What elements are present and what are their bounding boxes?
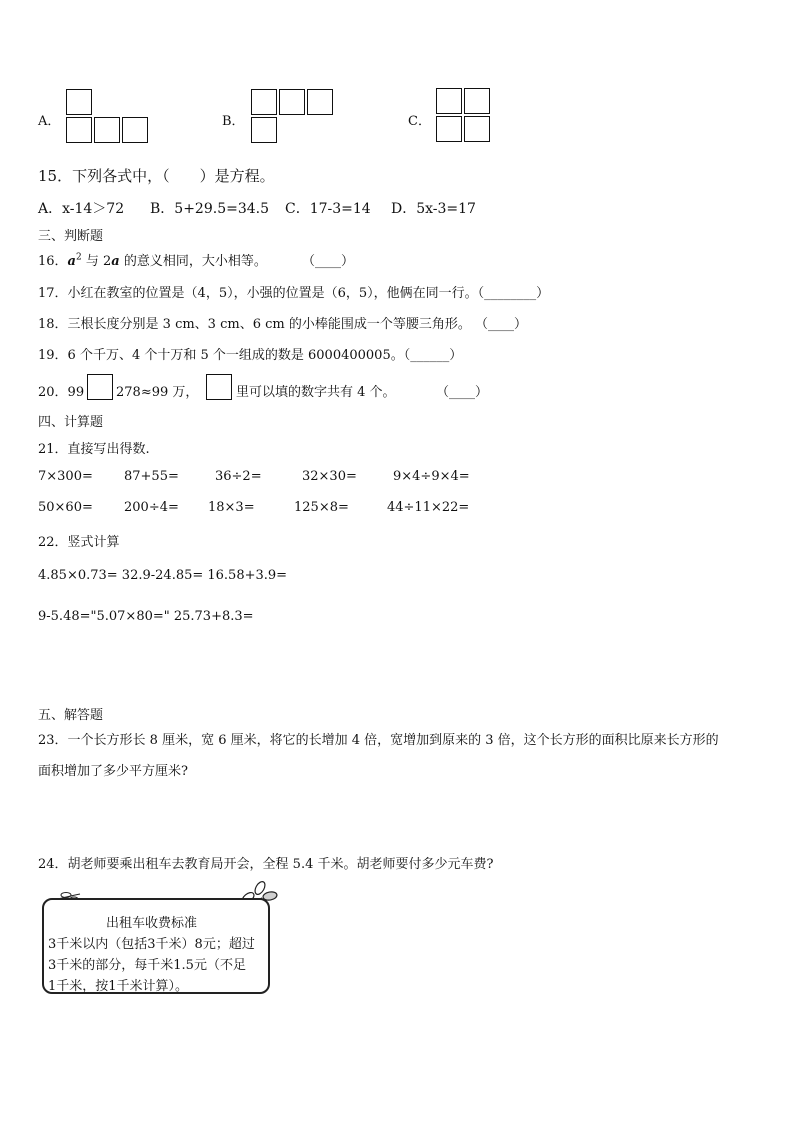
- q16-mid: 与 2: [81, 254, 112, 269]
- q15-option-c: C．17-3=14: [285, 201, 371, 217]
- q20-fill-box-2[interactable]: [206, 374, 232, 400]
- q21-item: 125×8=: [294, 500, 349, 515]
- q20-fill-box-1[interactable]: [87, 374, 113, 400]
- q14-option-b-figure: [251, 89, 337, 145]
- q22-stem: 22．竖式计算: [38, 535, 120, 550]
- q14-option-c-figure: [436, 88, 494, 144]
- q21-item: 87+55=: [124, 469, 179, 484]
- q22-line-2: 9-5.48="5.07×80=" 25.73+8.3=: [38, 609, 254, 624]
- q15-option-d: D．5x-3=17: [391, 201, 476, 217]
- q21-item: 200÷4=: [124, 500, 179, 515]
- q16-line: [38, 250, 267, 269]
- q21-item: 32×30=: [302, 469, 357, 484]
- taxi-fare-card: [42, 898, 270, 994]
- q18-text: 18．三根长度分别是 3 cm、3 cm、6 cm 的小棒能围成一个等腰三角形。 （____）: [38, 317, 527, 332]
- taxi-card-line-2: 3千米的部分，每千米1.5元（不足: [48, 958, 246, 973]
- q16-rest: 的意义相同，大小相等。: [119, 254, 267, 269]
- q21-item: 36÷2=: [215, 469, 262, 484]
- q21-item: 50×60=: [38, 500, 93, 515]
- q23-line-1: 23．一个长方形长 8 厘米，宽 6 厘米，将它的长增加 4 倍，宽增加到原来的 3 倍，这个长方形的面积比原来长方形的: [38, 733, 719, 748]
- taxi-card-title: 出租车收费标准: [106, 916, 198, 931]
- q14-option-a-label: A．: [38, 114, 61, 129]
- section-3-title: 三、判断题: [38, 229, 104, 244]
- q16-answer-blank[interactable]: （____）: [302, 254, 355, 269]
- q21-item: 7×300=: [38, 469, 93, 484]
- q16-var-a2: a: [111, 254, 120, 269]
- q20-mid: 278≈99 万，: [116, 385, 199, 400]
- section-5-title: 五、解答题: [38, 708, 104, 723]
- q16-num: 16．: [38, 254, 68, 269]
- q21-stem: 21．直接写出得数.: [38, 442, 150, 457]
- q17-text: 17．小红在教室的位置是（4，5），小强的位置是（6，5），他俩在同一行。（________）: [38, 286, 550, 301]
- q20-answer-blank[interactable]: （____）: [436, 385, 489, 400]
- taxi-card-line-3: 1千米，按1千米计算）。: [48, 979, 189, 994]
- q14-option-b-label: B．: [222, 114, 245, 129]
- q21-item: 18×3=: [208, 500, 255, 515]
- q14-option-c-label: C．: [408, 114, 431, 129]
- q22-line-1: 4.85×0.73= 32.9-24.85= 16.58+3.9=: [38, 568, 288, 583]
- q14-option-a-figure: [66, 89, 152, 145]
- taxi-card-line-1: 3千米以内（包括3千米）8元；超过: [48, 937, 255, 952]
- q20-num: 20．99: [38, 385, 85, 400]
- q15-option-a: A．x-14＞72: [38, 201, 125, 217]
- q15-option-b: B．5+29.5=34.5: [150, 201, 269, 217]
- q16-var-a: a: [67, 254, 76, 269]
- q20-rest: 里可以填的数字共有 4 个。: [236, 385, 396, 400]
- q15-stem: 15．下列各式中，（ ）是方程。: [38, 167, 275, 185]
- q21-item: 9×4÷9×4=: [393, 469, 470, 484]
- q23-line-2: 面积增加了多少平方厘米?: [38, 764, 188, 779]
- q16-exponent: 2: [75, 252, 82, 263]
- q19-text: 19．6 个千万、4 个十万和 5 个一组成的数是 6000400005。（______）: [38, 348, 463, 363]
- section-4-title: 四、计算题: [38, 415, 104, 430]
- q21-item: 44÷11×22=: [387, 500, 470, 515]
- q24-stem: 24．胡老师要乘出租车去教育局开会，全程 5.4 千米。胡老师要付多少元车费?: [38, 857, 494, 872]
